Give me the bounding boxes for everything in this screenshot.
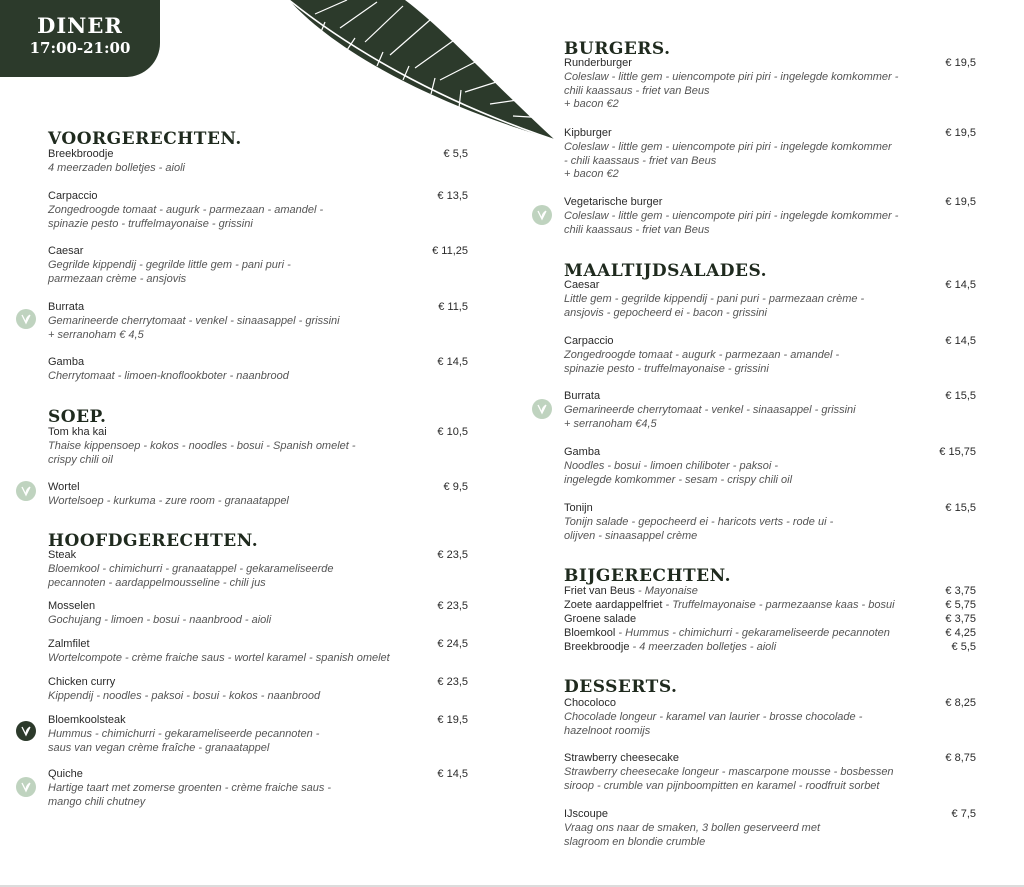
item-name: IJscoupe — [564, 808, 609, 820]
menu-item — [48, 600, 468, 628]
item-desc: Thaise kippensoep - kokos - noodles - bosui - Spanish omelet - — [48, 439, 356, 452]
item-price: € 19,5 — [945, 127, 976, 139]
item-name: Burrata — [564, 390, 601, 402]
left-column — [48, 0, 468, 887]
item-name: Wortel — [48, 481, 80, 493]
menu-item — [48, 676, 468, 704]
menu-item — [564, 57, 976, 112]
item-price: € 11,25 — [432, 245, 468, 257]
menu-item — [564, 335, 976, 376]
item-desc: + serranoham € 4,5 — [48, 328, 144, 341]
item-desc: Hummus - chimichurri - gekarameliseerde pecannoten - — [48, 727, 320, 740]
section-title: BURGERS. — [564, 39, 671, 59]
item-name: Gamba — [48, 356, 85, 368]
badge-hours: 17:00-21:00 — [29, 39, 131, 57]
side-item — [564, 613, 976, 627]
item-price: € 23,5 — [437, 600, 468, 612]
item-price: € 7,5 — [951, 808, 976, 820]
vegan-leaf-icon — [532, 399, 552, 419]
section-title: MAALTIJDSALADES. — [564, 261, 768, 281]
side-item — [564, 627, 976, 641]
section-hoofdgerechten — [48, 531, 468, 551]
item-name: Breekbroodje — [564, 641, 630, 653]
item-name: Kipburger — [564, 127, 612, 139]
item-name: Carpaccio — [564, 335, 614, 347]
item-desc: Little gem - gegrilde kippendij - pani puri - parmezaan crème - — [564, 292, 865, 305]
item-desc: Wortelcompote - crème fraiche saus - wortel karamel - spanish omelet — [48, 651, 390, 664]
item-price: € 11,5 — [438, 301, 468, 313]
item-price: € 15,75 — [939, 446, 976, 458]
item-name: Tonijn — [564, 502, 593, 514]
item-desc: pecannoten - aardappelmousseline - chili jus — [48, 576, 266, 589]
menu-item — [48, 356, 468, 384]
item-price: € 4,25 — [945, 627, 976, 639]
item-name: Groene salade — [564, 613, 637, 625]
item-desc: + bacon €2 — [564, 98, 619, 111]
item-desc: crispy chili oil — [48, 453, 113, 466]
item-price: € 9,5 — [443, 481, 468, 493]
item-desc: - Mayonaise — [634, 585, 698, 597]
section-bijgerechten — [564, 566, 976, 586]
item-price: € 24,5 — [437, 638, 468, 650]
item-desc: ingelegde komkommer - sesam - crispy chili oil — [564, 473, 793, 486]
item-desc: Noodles - bosui - limoen chiliboter - paksoi - — [564, 459, 778, 472]
section-title: BIJGERECHTEN. — [564, 566, 731, 586]
item-price: € 10,5 — [437, 426, 468, 438]
vegan-leaf-icon — [16, 481, 36, 501]
item-name: Zalmfilet — [48, 638, 90, 650]
menu-item — [48, 549, 468, 590]
menu-item — [564, 697, 976, 738]
item-price: € 15,5 — [945, 390, 976, 402]
item-desc: Hartige taart met zomerse groenten - crème fraiche saus - — [48, 781, 332, 794]
section-soep — [48, 407, 468, 427]
item-price: € 5,75 — [945, 599, 976, 611]
menu-item — [564, 446, 976, 487]
item-desc: saus van vegan crème fraîche - granaatappel — [48, 741, 270, 754]
item-desc: - Hummus - chimichurri - gekarameliseerde pecannoten — [615, 627, 890, 639]
item-desc: Bloemkool - chimichurri - granaatappel - gekarameliseerde — [48, 562, 334, 575]
section-title: HOOFDGERECHTEN. — [48, 531, 259, 551]
menu-item — [48, 481, 468, 509]
item-desc: Coleslaw - little gem - uiencompote piri piri - ingelegde komkommer - — [564, 70, 899, 83]
side-item — [564, 599, 976, 613]
item-name: Quiche — [48, 768, 83, 780]
item-desc: 4 meerzaden bolletjes - aioli — [48, 161, 185, 174]
item-desc: Tonijn salade - gepocheerd ei - haricots verts - rode ui - — [564, 515, 834, 528]
item-name: Strawberry cheesecake — [564, 752, 679, 764]
item-desc: Gemarineerde cherrytomaat - venkel - sinaasappel - grissini — [564, 403, 856, 416]
item-desc: spinazie pesto - truffelmayonaise - grissini — [48, 217, 253, 230]
item-desc: - chili kaassaus - friet van Beus — [564, 154, 717, 167]
item-name: Runderburger — [564, 57, 632, 69]
item-name: Chicken curry — [48, 676, 116, 688]
item-price: € 8,75 — [945, 752, 976, 764]
item-desc: + bacon €2 — [564, 168, 619, 181]
item-desc: olijven - sinaasappel crème — [564, 529, 698, 542]
menu-item — [564, 390, 976, 431]
item-price: € 19,5 — [437, 714, 468, 726]
side-item — [564, 585, 976, 599]
menu-item — [48, 426, 468, 467]
item-desc: Strawberry cheesecake longeur - mascarpone mousse - bosbessen — [564, 765, 894, 778]
section-title: DESSERTS. — [564, 677, 678, 697]
item-desc: chili kaassaus - friet van Beus — [564, 84, 710, 97]
item-name: Zoete aardappelfriet — [564, 599, 663, 611]
item-desc: chili kaassaus - friet van Beus — [564, 223, 710, 236]
badge-title: DINER — [37, 13, 123, 38]
item-desc: siroop - crumble van pijnboompitten en karamel - roodfruit sorbet — [564, 779, 880, 792]
item-name: Burrata — [48, 301, 85, 313]
item-price: € 3,75 — [945, 585, 976, 597]
item-desc: Zongedroogde tomaat - augurk - parmezaan - amandel - — [564, 348, 840, 361]
section-desserts — [564, 677, 976, 697]
menu-item — [48, 768, 468, 809]
menu-item — [48, 301, 468, 342]
item-desc: + serranoham €4,5 — [564, 417, 657, 430]
menu-item — [48, 638, 468, 666]
item-desc: Gochujang - limoen - bosui - naanbrood - aioli — [48, 613, 272, 626]
menu-item — [48, 714, 468, 755]
menu-item — [48, 245, 468, 286]
item-name: Carpaccio — [48, 190, 98, 202]
section-title: SOEP. — [48, 407, 107, 427]
side-item — [564, 641, 976, 655]
item-price: € 14,5 — [437, 768, 468, 780]
menu-item — [564, 808, 976, 849]
item-desc: - 4 meerzaden bolletjes - aioli — [629, 641, 777, 653]
item-desc: Zongedroogde tomaat - augurk - parmezaan - amandel - — [48, 203, 324, 216]
item-price: € 23,5 — [437, 676, 468, 688]
item-name: Breekbroodje — [48, 148, 114, 160]
right-column — [564, 0, 976, 887]
menu-item — [564, 279, 976, 320]
item-desc: mango chili chutney — [48, 795, 146, 808]
section-voorgerechten — [48, 129, 468, 149]
item-price: € 19,5 — [945, 57, 976, 69]
item-name: Tom kha kai — [48, 426, 107, 438]
item-price: € 14,5 — [437, 356, 468, 368]
item-desc: spinazie pesto - truffelmayonaise - grissini — [564, 362, 769, 375]
menu-item — [564, 752, 976, 793]
item-desc: Kippendij - noodles - paksoi - bosui - kokos - naanbrood — [48, 689, 321, 702]
vegan-leaf-icon — [16, 309, 36, 329]
menu-item — [564, 196, 976, 237]
item-name: Caesar — [564, 279, 600, 291]
vegan-leaf-icon — [16, 777, 36, 797]
item-desc: Coleslaw - little gem - uiencompote piri piri - ingelegde komkommer — [564, 140, 892, 153]
section-burgers — [564, 39, 976, 59]
item-name: Mosselen — [48, 600, 96, 612]
item-desc: ansjovis - gepocheerd ei - bacon - grissini — [564, 306, 767, 319]
item-desc: Gemarineerde cherrytomaat - venkel - sinaasappel - grissini — [48, 314, 340, 327]
item-desc: Coleslaw - little gem - uiencompote piri piri - ingelegde komkommer - — [564, 209, 899, 222]
item-desc: slagroom en blondie crumble — [564, 835, 706, 848]
item-price: € 8,25 — [945, 697, 976, 709]
item-price: € 13,5 — [437, 190, 468, 202]
item-name: Caesar — [48, 245, 84, 257]
item-desc: Cherrytomaat - limoen-knoflookboter - naanbrood — [48, 369, 289, 382]
item-name: Steak — [48, 549, 77, 561]
item-name: Bloemkoolsteak — [48, 714, 126, 726]
menu-item — [564, 127, 976, 182]
item-desc: hazelnoot roomijs — [564, 724, 651, 737]
menu-item — [48, 148, 468, 176]
item-price: € 15,5 — [945, 502, 976, 514]
item-desc: Wortelsoep - kurkuma - zure room - granaatappel — [48, 494, 289, 507]
vegan-leaf-icon — [532, 205, 552, 225]
item-desc: Chocolade longeur - karamel van laurier - brosse chocolade - — [564, 710, 863, 723]
item-name: Bloemkool — [564, 627, 616, 639]
item-name: Gamba — [564, 446, 601, 458]
item-price: € 23,5 — [437, 549, 468, 561]
item-price: € 14,5 — [945, 335, 976, 347]
item-desc: Gegrilde kippendij - gegrilde little gem - pani puri - — [48, 258, 291, 271]
item-name: Vegetarische burger — [564, 196, 663, 208]
item-price: € 19,5 — [945, 196, 976, 208]
item-price: € 5,5 — [443, 148, 468, 160]
section-title: VOORGERECHTEN. — [48, 129, 242, 149]
section-maaltijdsalades — [564, 261, 976, 281]
item-price: € 3,75 — [945, 613, 976, 625]
item-price: € 5,5 — [951, 641, 976, 653]
item-desc: Vraag ons naar de smaken, 3 bollen geserveerd met — [564, 821, 821, 834]
menu-item — [564, 502, 976, 543]
item-desc: - Truffelmayonaise - parmezaanse kaas - bosui — [662, 599, 895, 611]
item-name: Chocoloco — [564, 697, 616, 709]
item-desc: parmezaan crème - ansjovis — [48, 272, 187, 285]
item-price: € 14,5 — [945, 279, 976, 291]
item-name: Friet van Beus — [564, 585, 635, 597]
vegan-leaf-icon — [16, 721, 36, 741]
menu-item — [48, 190, 468, 231]
